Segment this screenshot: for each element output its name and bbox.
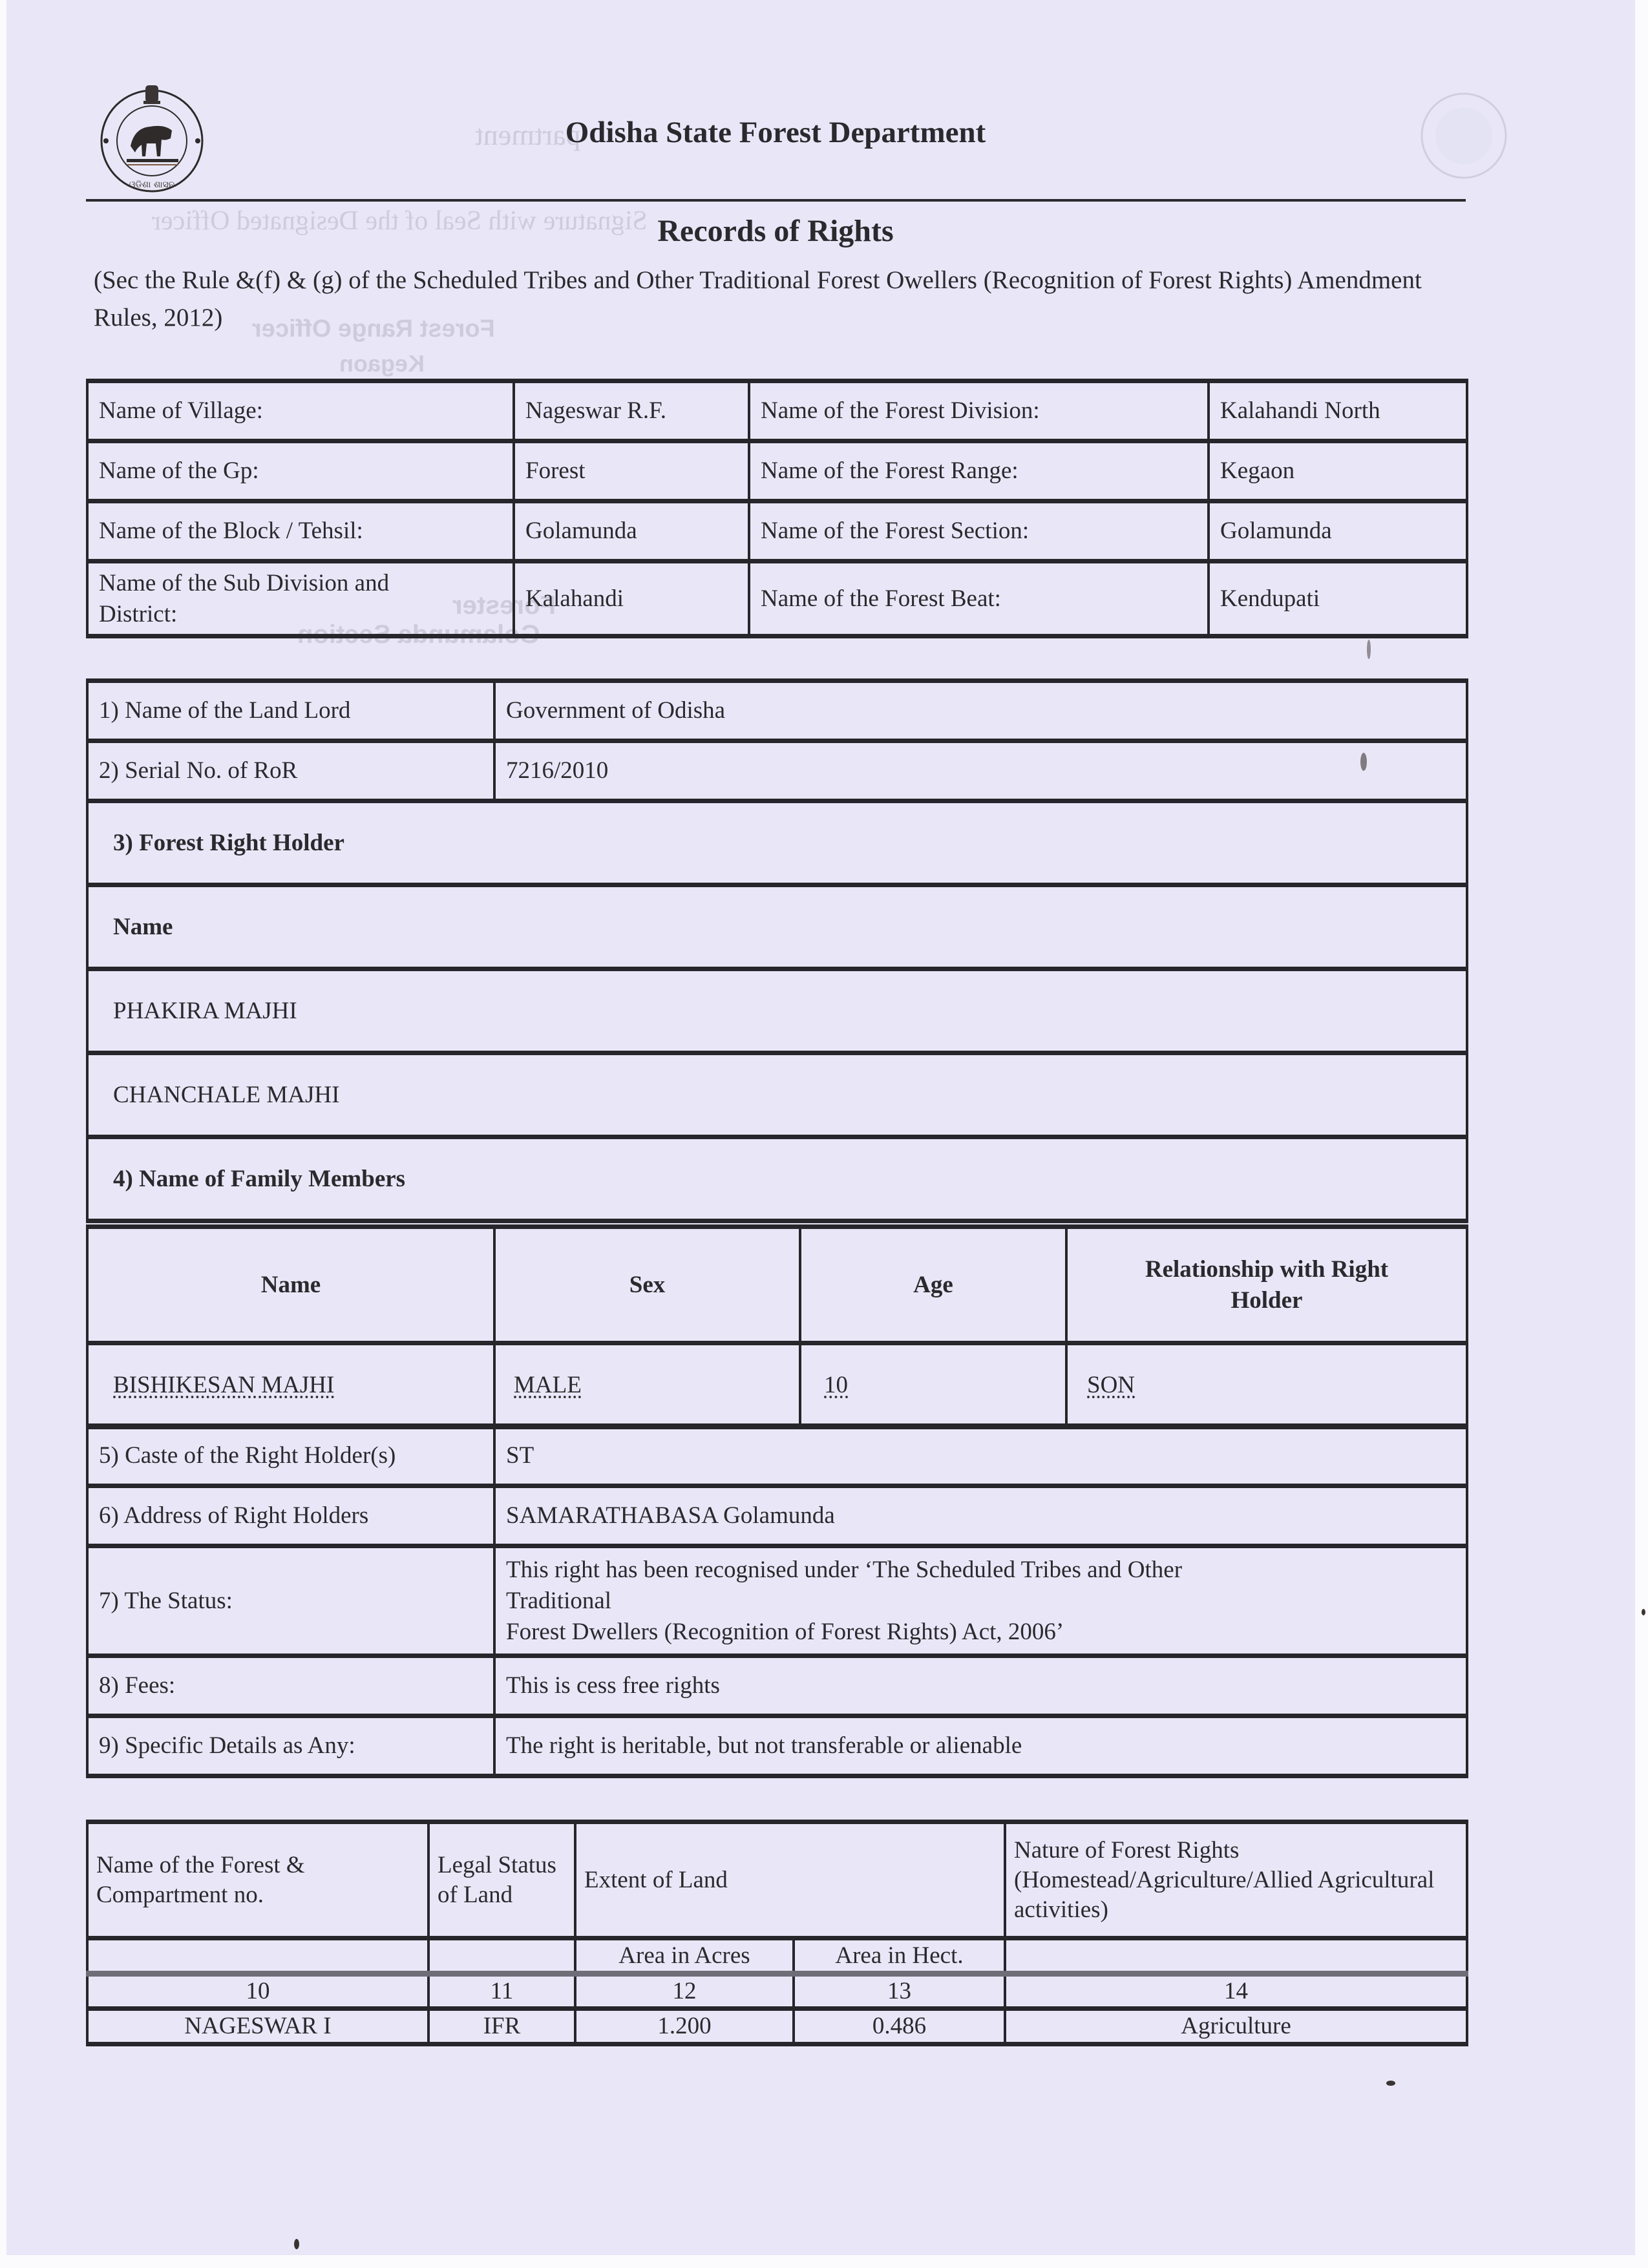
land-lord-value: Government of Odisha [494, 681, 1467, 741]
land-lord-label: 1) Name of the Land Lord [87, 681, 494, 741]
specific-details-label: 9) Specific Details as Any: [87, 1716, 494, 1776]
table-row [87, 2009, 1467, 2044]
location-row [87, 441, 1467, 501]
column-number: 14 [1005, 1974, 1467, 2009]
svg-text:ଓଡ଼ିଶା ଶାସନ: ଓଡ଼ିଶା ଶାସନ [129, 180, 175, 190]
empty-cell [1005, 1938, 1467, 1974]
bleed-through-text: Kegaon [339, 350, 425, 377]
table-subheader-row [87, 1938, 1467, 1974]
holder-row [87, 1053, 1467, 1137]
column-header-sex: Sex [494, 1227, 800, 1343]
forest-section-value: Golamunda [1209, 501, 1467, 562]
scan-speck [1367, 640, 1371, 659]
nature-of-rights: Agriculture [1005, 2009, 1467, 2044]
column-header-legal-status: Legal Status of Land [428, 1822, 575, 1938]
subdivision-label: Name of the Sub Division and District: [87, 562, 514, 636]
bleed-through-text: Golamunda Section [297, 620, 540, 649]
detail-row [87, 1486, 1467, 1546]
caste-label: 5) Caste of the Right Holder(s) [87, 1426, 494, 1486]
column-header-forest: Name of the Forest & Compartment no. [87, 1822, 428, 1938]
bleed-through-text: Forester [452, 591, 556, 620]
section-row [87, 1137, 1467, 1221]
detail-row [87, 1716, 1467, 1776]
serial-value: 7216/2010 [494, 741, 1467, 801]
bleed-through-text: partment [475, 118, 581, 151]
status-line: This right has been recognised under ‘The Scheduled Tribes and Other [506, 1556, 1183, 1583]
village-label: Name of Village: [87, 381, 514, 441]
scan-speck [1386, 2081, 1395, 2086]
empty-cell [87, 1938, 428, 1974]
holder-row [87, 969, 1467, 1053]
department-title [0, 115, 1551, 150]
status-label: 7) The Status: [87, 1546, 494, 1656]
bleed-through-text: Signature with Seal of the Designated Officer [152, 206, 648, 236]
header-divider [86, 199, 1466, 202]
family-members-table [86, 1224, 1468, 1429]
fees-label: 8) Fees: [87, 1656, 494, 1716]
specific-details-value: The right is heritable, but not transferable or alienable [494, 1716, 1467, 1776]
forest-right-holder-heading: 3) Forest Right Holder [87, 801, 1467, 885]
member-sex: MALE [514, 1371, 582, 1398]
address-label: 6) Address of Right Holders [87, 1486, 494, 1546]
forest-section-label: Name of the Forest Section: [749, 501, 1209, 562]
column-header-acres: Area in Acres [575, 1938, 794, 1974]
column-header-extent: Extent of Land [575, 1822, 1005, 1938]
bleed-through-text: Forest Range Officer [252, 315, 495, 342]
detail-row [87, 681, 1467, 741]
detail-row [87, 1546, 1467, 1656]
detail-row [87, 1656, 1467, 1716]
block-value: Golamunda [514, 501, 749, 562]
village-value: Nageswar R.F. [514, 381, 749, 441]
section-row [87, 801, 1467, 885]
holder-name-header: Name [87, 885, 1467, 969]
forest-beat-label: Name of the Forest Beat: [749, 562, 1209, 636]
forest-range-value: Kegaon [1209, 441, 1467, 501]
scan-speck [294, 2239, 299, 2249]
family-members-heading: 4) Name of Family Members [87, 1137, 1467, 1221]
location-table [86, 379, 1468, 638]
member-age: 10 [824, 1371, 848, 1398]
location-row [87, 501, 1467, 562]
serial-label: 2) Serial No. of RoR [87, 741, 494, 801]
forest-beat-value: Kendupati [1209, 562, 1467, 636]
member-name: BISHIKESAN MAJHI [113, 1371, 335, 1398]
gp-label: Name of the Gp: [87, 441, 514, 501]
rights-holder-table [86, 678, 1468, 1223]
holder-name: CHANCHALE MAJHI [87, 1053, 1467, 1137]
forest-range-label: Name of the Forest Range: [749, 441, 1209, 501]
status-details-table [86, 1423, 1468, 1778]
status-line: Forest Dwellers (Recognition of Forest Rights) Act, 2006’ [506, 1618, 1064, 1645]
block-label: Name of the Block / Tehsil: [87, 501, 514, 562]
document-subtitle: (Sec the Rule &(f) & (g) of the Scheduled Tribes and Other Traditional Forest Owellers (Recognition of Forest Rights) Amendment Rules, 2012) [94, 266, 1422, 331]
section-row [87, 885, 1467, 969]
column-header-relationship: Relationship with Right Holder [1066, 1227, 1467, 1343]
status-value [494, 1546, 1467, 1656]
column-number-row [87, 1974, 1467, 2009]
column-header-hect: Area in Hect. [794, 1938, 1005, 1974]
caste-value: ST [494, 1426, 1467, 1486]
forest-name: NAGESWAR I [87, 2009, 428, 2044]
forest-division-label: Name of the Forest Division: [749, 381, 1209, 441]
legal-status: IFR [428, 2009, 575, 2044]
address-value: SAMARATHABASA Golamunda [494, 1486, 1467, 1546]
fees-value: This is cess free rights [494, 1656, 1467, 1716]
area-hect: 0.486 [794, 2009, 1005, 2044]
land-extent-table [86, 1820, 1468, 2046]
document-title: Records of Rights [657, 214, 894, 248]
holder-name: PHAKIRA MAJHI [87, 969, 1467, 1053]
forest-division-value: Kalahandi North [1209, 381, 1467, 441]
member-relationship: SON [1087, 1371, 1136, 1398]
department-name: Odisha State Forest Department [565, 116, 986, 149]
column-number: 11 [428, 1974, 575, 2009]
location-row [87, 381, 1467, 441]
detail-row [87, 741, 1467, 801]
table-row [87, 1343, 1467, 1427]
detail-row [87, 1426, 1467, 1486]
location-row [87, 562, 1467, 636]
column-number: 12 [575, 1974, 794, 2009]
column-number: 10 [87, 1974, 428, 2009]
empty-cell [428, 1938, 575, 1974]
column-header-age: Age [800, 1227, 1066, 1343]
gp-value: Forest [514, 441, 749, 501]
scan-speck [1642, 1609, 1645, 1615]
subdivision-value: Kalahandi [514, 562, 749, 636]
scan-speck [1360, 753, 1367, 771]
status-line: Traditional [506, 1587, 612, 1614]
table-header-row [87, 1822, 1467, 1938]
area-acres: 1.200 [575, 2009, 794, 2044]
column-number: 13 [794, 1974, 1005, 2009]
column-header-nature: Nature of Forest Rights (Homestead/Agriculture/Allied Agricultural activities) [1005, 1822, 1467, 1938]
table-header-row [87, 1227, 1467, 1343]
column-header-name: Name [87, 1227, 494, 1343]
